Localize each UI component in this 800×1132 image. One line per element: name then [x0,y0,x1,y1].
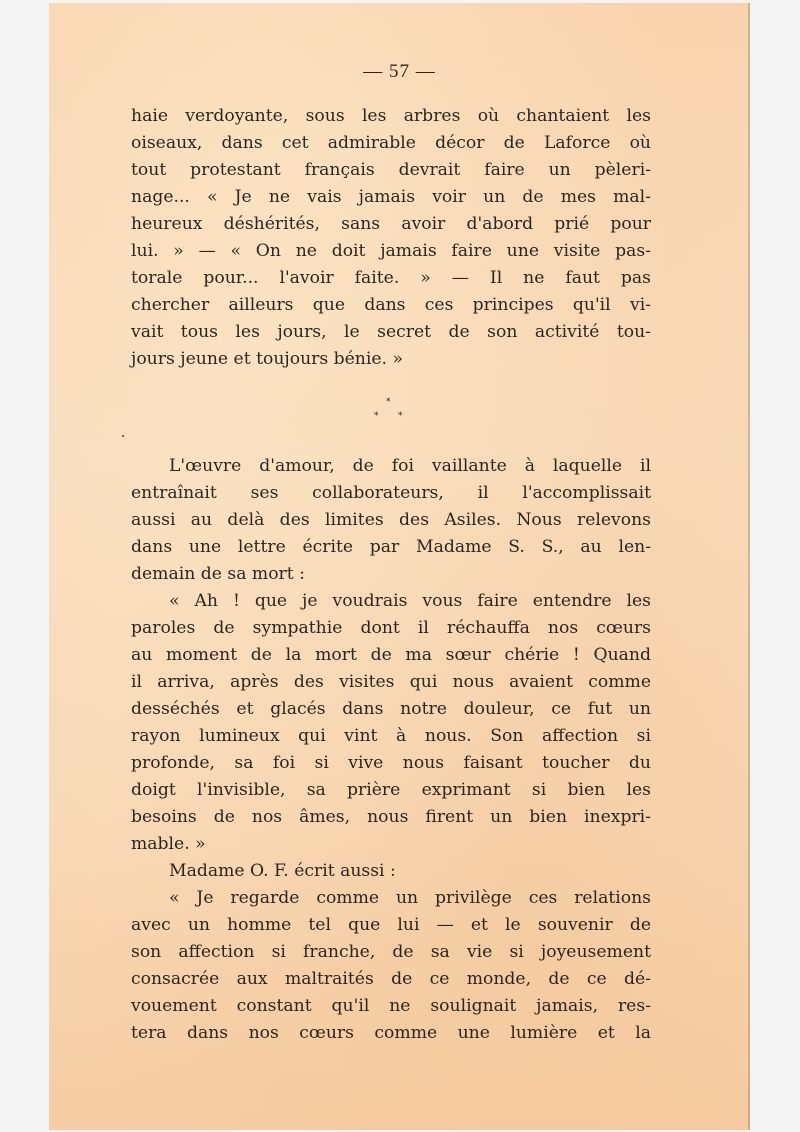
paragraph-letters [131,453,651,1047]
quote-line: profonde, sa foi si vive nous faisant toucher du [131,753,651,773]
text-line: chercher ailleurs que dans ces principes qu'il vi- [131,295,651,315]
quote-line: mable. » [131,834,206,854]
asterism-star-icon: * [374,411,379,421]
quote-line: doigt l'invisible, sa prière exprimant si bien les [131,780,651,800]
quote-line: tera dans nos cœurs comme une lumière et la [131,1023,651,1043]
paragraph-continuation [131,103,651,373]
quote-line: « Je regarde comme un privilège ces relations [169,888,651,908]
text-line: lui. » — « On ne doit jamais faire une visite pas- [131,241,651,261]
quote-line: besoins de nos âmes, nous firent un bien inexpri- [131,807,651,827]
text-line: L'œuvre d'amour, de foi vaillante à laquelle il [169,456,651,476]
quote-line: avec un homme tel que lui — et le souvenir de [131,915,651,935]
quote-line: rayon lumineux qui vint à nous. Son affection si [131,726,651,746]
quote-line: il arriva, après des visites qui nous avaient comme [131,672,651,692]
quote-line: paroles de sympathie dont il réchauffa nos cœurs [131,618,651,638]
text-line: demain de sa mort : [131,564,305,584]
section-asterism [49,397,750,427]
page-number: — 57 — [363,61,436,82]
quote-line: vouement constant qu'il ne soulignait jamais, res- [131,996,651,1016]
text-line: dans une lettre écrite par Madame S. S., au len- [131,537,651,557]
quote-line: au moment de la mort de ma sœur chérie ! Quand [131,645,651,665]
quote-line: « Ah ! que je voudrais vous faire entendre les [169,591,651,611]
quote-line: son affection si franche, de sa vie si joyeusement [131,942,651,962]
text-line: heureux déshérités, sans avoir d'abord prié pour [131,214,651,234]
text-line: torale pour... l'avoir faite. » — Il ne faut pas [131,268,651,288]
text-line: haie verdoyante, sous les arbres où chantaient les [131,106,651,126]
text-line: oiseaux, dans cet admirable décor de Laforce où [131,133,651,153]
text-line: tout protestant français devrait faire un pèleri- [131,160,651,180]
asterism-star-icon: * [398,411,403,421]
asterism-star-icon: * [386,397,391,407]
paper-speck [122,435,124,437]
text-line: entraînait ses collaborateurs, il l'accomplissait [131,483,651,503]
quote-line: consacrée aux maltraités de ce monde, de ce dé- [131,969,651,989]
book-page [49,3,750,1130]
text-line: aussi au delà des limites des Asiles. Nous relevons [131,510,651,530]
text-line: jours jeune et toujours bénie. » [131,349,403,369]
text-line: nage... « Je ne vais jamais voir un de mes mal- [131,187,651,207]
text-line: Madame O. F. écrit aussi : [169,861,396,881]
text-line: vait tous les jours, le secret de son activité tou- [131,322,651,342]
quote-line: desséchés et glacés dans notre douleur, ce fut un [131,699,651,719]
